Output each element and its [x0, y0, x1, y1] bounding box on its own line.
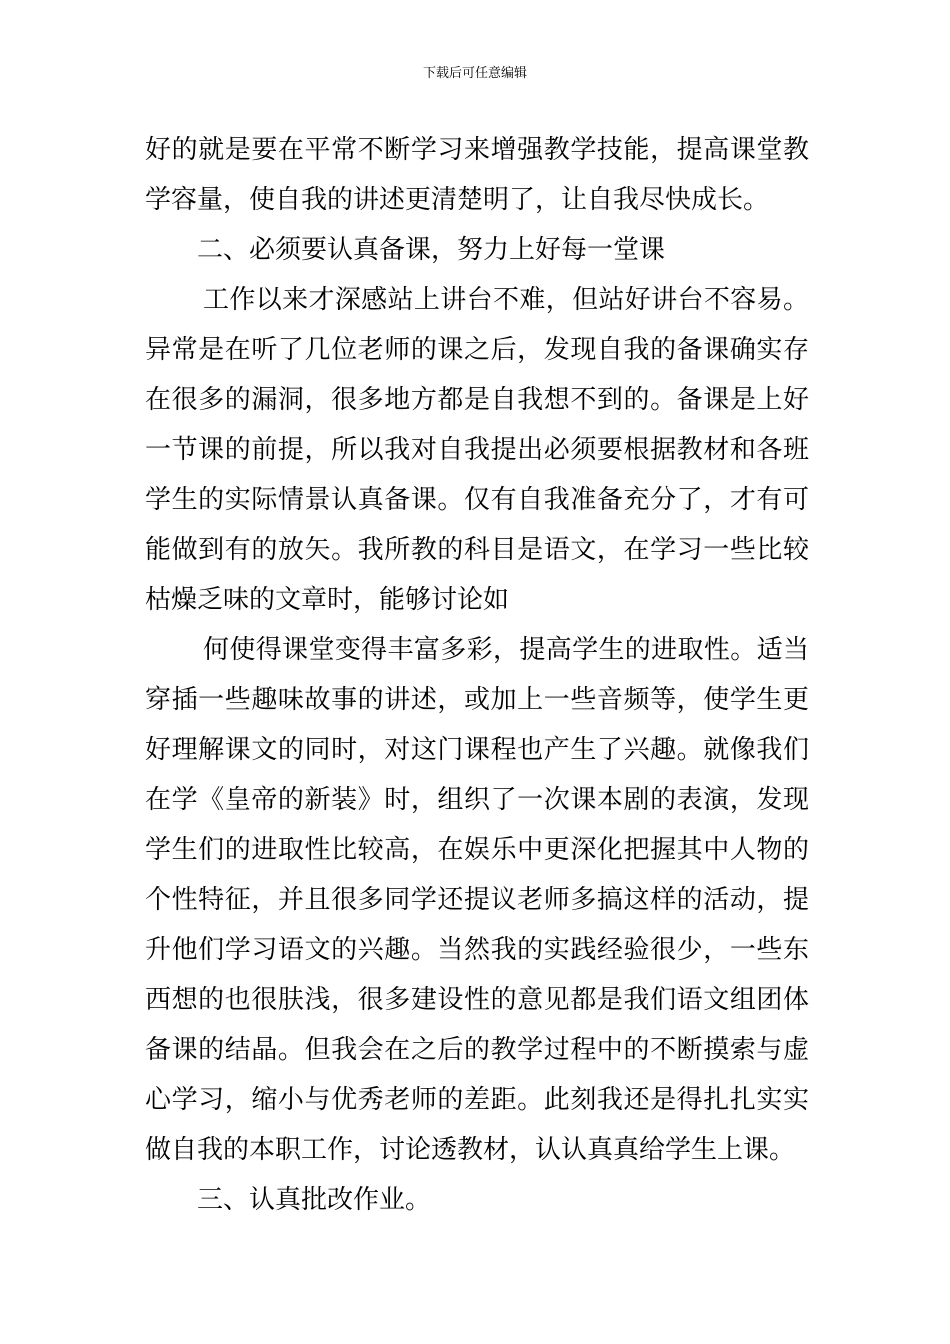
- paragraph-classroom: 何使得课堂变得丰富多彩，提高学生的进取性。适当穿插一些趣味故事的讲述，或加上一些音频等，使学生更好理解课文的同时，对这门课程也产生了兴趣。就像我们在学《皇帝的新装》时，组织了一次课本剧的表演，发现学生们的进取性比较高，在娱乐中更深化把握其中人物的个性特征，并且很多同学还提议老师多搞这样的活动，提升他们学习语文的兴趣。当然我的实践经验很少，一些东西想的也很肤浅，很多建设性的意见都是我们语文组团体备课的结晶。但我会在之后的教学过程中的不断摸索与虚心学习，缩小与优秀老师的差距。此刻我还是得扎扎实实做自我的本职工作，讨论透教材，认认真真给学生上课。: [145, 635, 809, 1165]
- paragraph-continuation: 好的就是要在平常不断学习来增强教学技能，提高课堂教学容量，使自我的讲述更清楚明了，让自我尽快成长。: [145, 135, 809, 215]
- section-heading-3: 三、认真批改作业。: [197, 1185, 432, 1215]
- document-body: [145, 125, 809, 1225]
- paragraph-preparation: 工作以来才深感站上讲台不难，但站好讲台不容易。异常是在听了几位老师的课之后，发现自我的备课确实存在很多的漏洞，很多地方都是自我想不到的。备课是上好一节课的前提，所以我对自我提出必须要根据教材和各班学生的实际情景认真备课。仅有自我准备充分了，才有可能做到有的放矢。我所教的科目是语文，在学习一些比较枯燥乏味的文章时，能够讨论如: [145, 285, 809, 615]
- section-heading-2: 二、必须要认真备课，努力上好每一堂课: [197, 235, 666, 265]
- page-header: 下载后可任意编辑: [422, 66, 527, 81]
